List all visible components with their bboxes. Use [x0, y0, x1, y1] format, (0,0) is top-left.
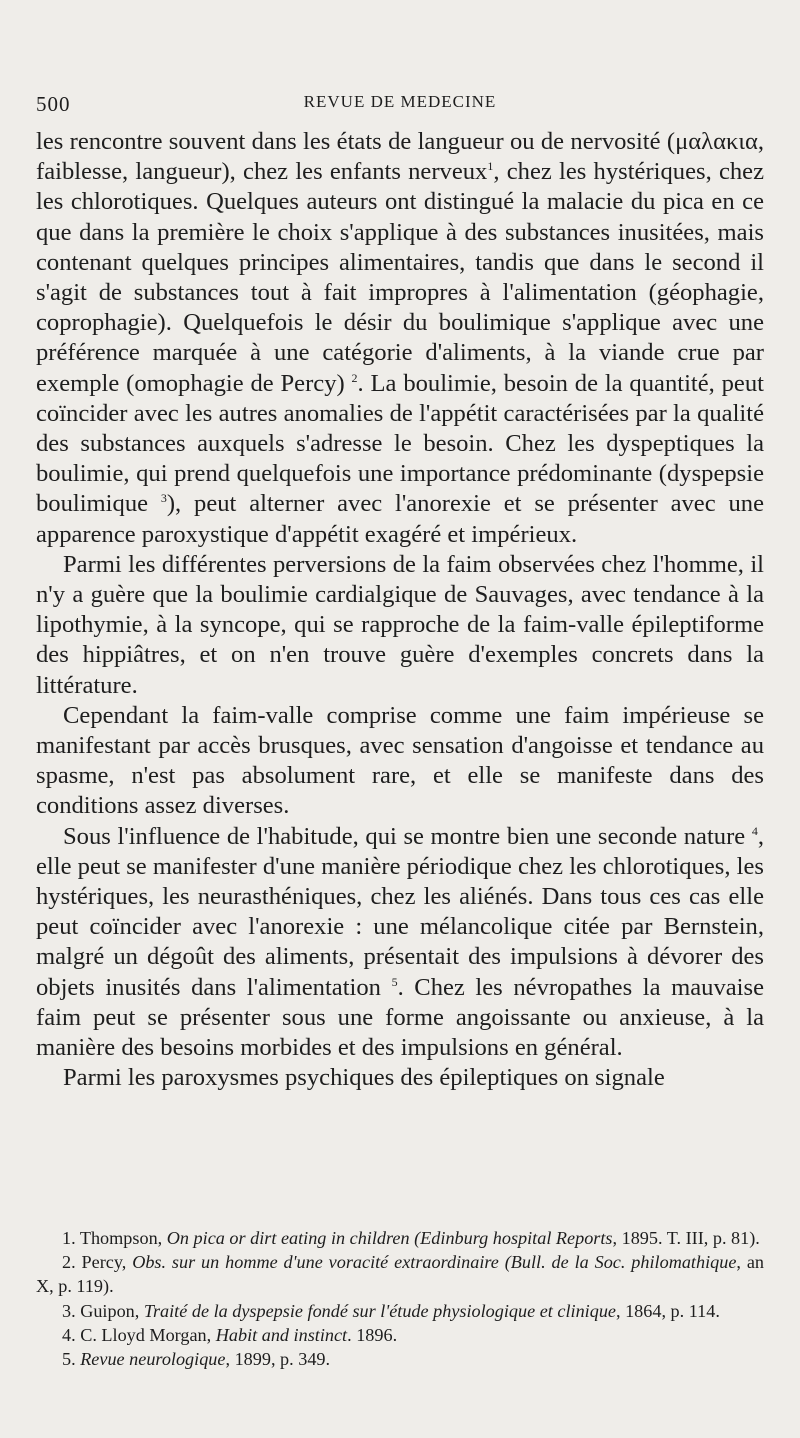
text-run: . Chez les névropathes la mauvaise faim peut se présenter sous une forme angoissante ou anxieuse, à la manière des besoins morbides et des impulsions en général.	[36, 973, 764, 1062]
text-run: , chez les hystériques, chez les chlorotiques. Quelques auteurs ont distingué la malacie du pica en ce que dans la première le choix s'applique à des substances inusitées, mais contenant quelques principes alimentaires, tandis que dans le second il s'agit de substances tout à fait impropres à l'alimentation (géophagie, coprophagie). Quelquefois le désir du boulimique s'applique avec une préférence marquée à une catégorie d'aliments, à la viande crue par exemple (omophagie de Percy)	[36, 158, 765, 397]
footnotes	[36, 1226, 764, 1371]
text-run: , 1864, p. 114.	[615, 1300, 720, 1321]
text-run: Cependant la faim-valle comprise comme une faim impérieuse se manifestant par accès brusques, avec sensation d'angoisse et tendance au spasme, n'est pas absolument rare, et elle se manifeste dans des conditions assez diverses.	[36, 701, 764, 820]
footnote-ref: 4	[751, 823, 758, 838]
text-run: 1. Thompson,	[62, 1228, 167, 1248]
text-run: Parmi les différentes perversions de la faim observées chez l'homme, il n'y a guère que la boulimie cardialgique de Sauvages, avec tendance à la lipothymie, à la syncope, qui se rapproche de la faim-valle épileptiforme des hippiâtres, et on n'en trouve guère d'exemples concrets dans la littérature.	[36, 550, 764, 699]
text-run: . 1896.	[347, 1324, 398, 1345]
text-run: , 1895. T. III, p. 81).	[612, 1228, 760, 1248]
paragraph	[36, 822, 764, 1064]
footnote-ref: 5	[391, 974, 398, 989]
footnote	[36, 1347, 764, 1371]
text-run: les rencontre souvent dans les états de langueur ou de nervosité (μαλακια, faiblesse, langueur), chez les enfants nerveux	[36, 128, 764, 186]
italic-text: Obs. sur un homme d'une voracité extraordinaire (Bull. de la Soc. philomathique	[132, 1252, 737, 1273]
text-run: ), peut alterner avec l'anorexie et se présenter avec une apparence paroxystique d'appétit exagéré et impérieux.	[36, 490, 764, 548]
paragraph	[36, 127, 764, 550]
text-run: , 1899, p. 349.	[225, 1349, 331, 1370]
paragraph	[36, 1063, 764, 1093]
footnote	[36, 1299, 764, 1323]
footnote-ref: 3	[160, 491, 167, 506]
italic-text: Habit and instinct	[215, 1324, 348, 1345]
text-run: 5.	[62, 1349, 81, 1370]
text-run: , elle peut se manifester d'une manière périodique chez les chlorotiques, les hystériques, les neurasthéniques, chez les aliénés. Dans tous ces cas elle peut coïncider avec l'anorexie : une mélancolique citée par Bernstein, malgré un dégoût des aliments, présentait des impulsions à dévorer des objets inusités dans l'alimentation	[36, 822, 764, 1001]
paragraph	[36, 550, 764, 701]
italic-text: Revue neurologique	[80, 1349, 226, 1370]
footnote	[36, 1250, 764, 1298]
footnote	[36, 1323, 764, 1347]
paragraph	[36, 701, 764, 822]
body-text	[36, 127, 764, 1094]
text-run: 3. Guipon,	[62, 1300, 144, 1321]
italic-text: On pica or dirt eating in children (Edinburg hospital Reports	[166, 1228, 613, 1248]
running-title: REVUE DE MEDECINE	[303, 92, 497, 111]
text-run: 4. C. Lloyd Morgan,	[62, 1324, 216, 1345]
footnote	[36, 1226, 764, 1250]
text-run: 2. Percy,	[62, 1252, 133, 1273]
italic-text: Traité de la dyspepsie fondé sur l'étude physiologique et clinique	[143, 1300, 616, 1321]
page-number: 500	[36, 92, 71, 116]
text-run: . La boulimie, besoin de la quantité, peut coïncider avec les autres anomalies de l'appétit caractérisées par la qualité des substances auxquels s'adresse le besoin. Chez les dyspeptiques la boulimie, qui prend quelquefois une importance prédominante (dyspepsie boulimique	[36, 369, 764, 518]
text-run: Parmi les paroxysmes psychiques des épileptiques on signale	[63, 1064, 665, 1092]
text-run: Sous l'influence de l'habitude, qui se montre bien une seconde nature	[63, 822, 752, 850]
page-header	[36, 86, 764, 120]
footnote-ref: 1	[487, 159, 494, 174]
footnote-ref: 2	[351, 370, 358, 385]
text-run: , an X, p. 119).	[36, 1252, 764, 1297]
